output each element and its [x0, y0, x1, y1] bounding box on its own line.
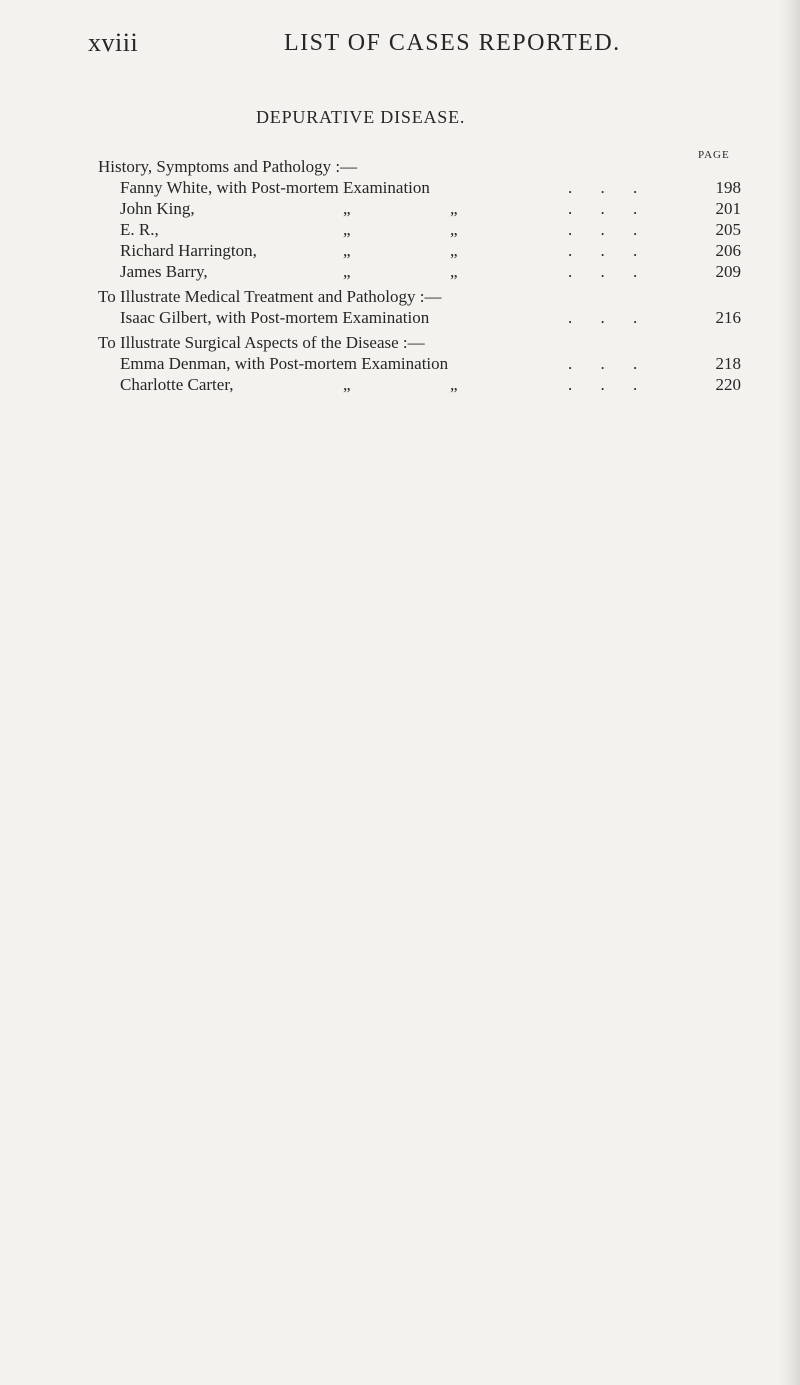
ditto-mark: „	[343, 241, 351, 260]
ditto-mark: „	[450, 220, 458, 239]
page-edge-shadow	[778, 0, 800, 1385]
group-heading: History, Symptoms and Pathology :—	[98, 157, 358, 176]
case-name: Emma Denman, with Post-mortem Examination	[120, 354, 449, 373]
dot-leader: . . .	[568, 178, 650, 197]
page-folio: xviii	[88, 28, 139, 57]
case-name: Richard Harrington,	[120, 241, 257, 260]
ditto-mark: „	[343, 220, 351, 239]
dot-leader: . . .	[568, 375, 650, 394]
page-number: 218	[715, 354, 741, 373]
page-number: 205	[715, 220, 741, 239]
ditto-mark: „	[450, 375, 458, 394]
dot-leader: . . .	[568, 220, 650, 239]
case-entry	[98, 240, 748, 261]
section-heading: DEPURATIVE DISEASE.	[256, 107, 466, 127]
page-number: 216	[715, 308, 741, 327]
case-entry	[98, 353, 748, 374]
dot-leader: . . .	[568, 308, 650, 327]
case-name: Charlotte Carter,	[120, 375, 234, 394]
case-entry	[98, 261, 748, 282]
case-entry	[98, 307, 748, 328]
running-head	[0, 28, 800, 68]
case-entry	[98, 374, 748, 395]
case-name: Fanny White, with Post-mortem Examination	[120, 178, 430, 197]
group-heading: To Illustrate Medical Treatment and Pathology :—	[98, 287, 442, 306]
group-heading: To Illustrate Surgical Aspects of the Disease :—	[98, 333, 425, 352]
case-entry	[98, 177, 748, 198]
case-group	[98, 286, 748, 328]
ditto-mark: „	[343, 199, 351, 218]
ditto-mark: „	[450, 199, 458, 218]
case-name: E. R.,	[120, 220, 159, 239]
running-title: LIST OF CASES REPORTED.	[284, 30, 621, 56]
dot-leader: . . .	[568, 241, 650, 260]
case-group	[98, 156, 748, 282]
page-number: 220	[715, 375, 741, 394]
ditto-mark: „	[450, 241, 458, 260]
case-group	[98, 332, 748, 395]
case-name: Isaac Gilbert, with Post-mortem Examination	[120, 308, 430, 327]
cases-list	[98, 156, 748, 395]
ditto-mark: „	[343, 262, 351, 281]
page-number: 198	[715, 178, 741, 197]
page-column-label: PAGE	[698, 149, 730, 161]
dot-leader: . . .	[568, 199, 650, 218]
dot-leader: . . .	[568, 354, 650, 373]
case-entry	[98, 198, 748, 219]
ditto-mark: „	[343, 375, 351, 394]
case-name: John King,	[120, 199, 195, 218]
case-entry	[98, 219, 748, 240]
page-number: 201	[715, 199, 741, 218]
page-number: 209	[715, 262, 741, 281]
case-name: James Barry,	[120, 262, 208, 281]
dot-leader: . . .	[568, 262, 650, 281]
page-number: 206	[715, 241, 741, 260]
ditto-mark: „	[450, 262, 458, 281]
